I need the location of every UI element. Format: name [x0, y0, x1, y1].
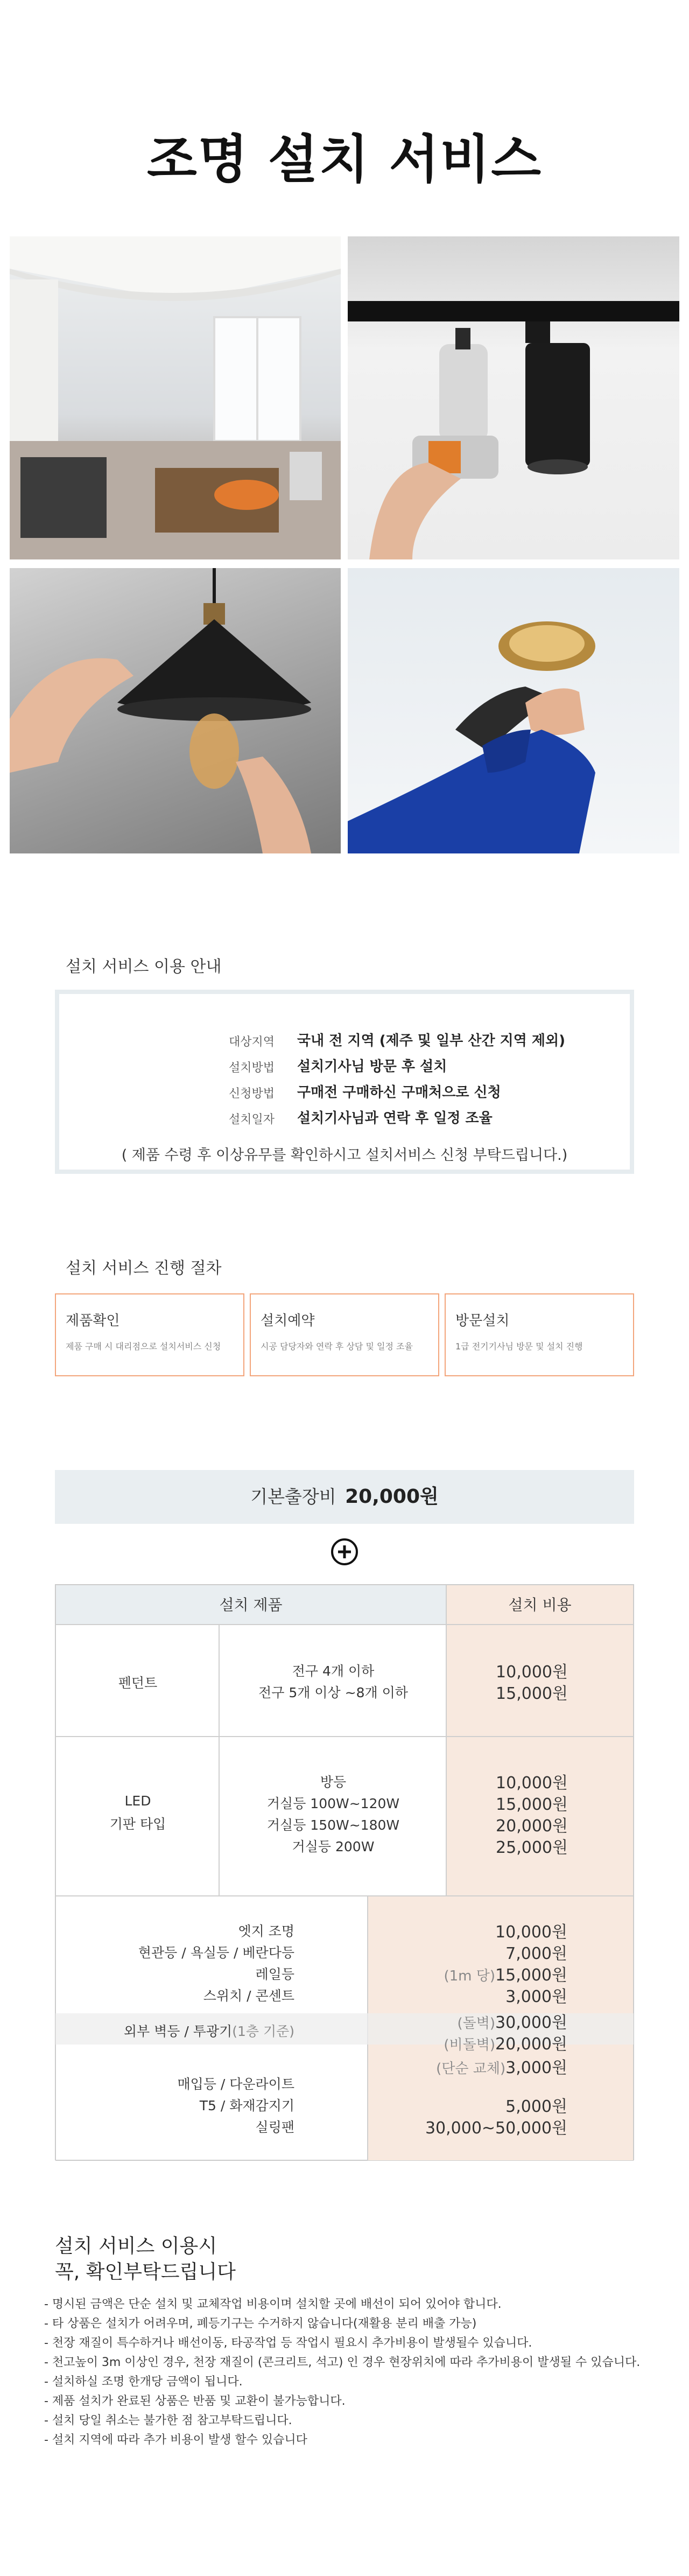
led-price: 20,000원 — [496, 1817, 568, 1836]
pendant-item: 전구 4개 이하 — [292, 1663, 375, 1679]
others-price — [368, 2054, 567, 2078]
pendant-price: 10,000원 — [496, 1663, 568, 1682]
others-item: 현관등 / 욕실등 / 베란다등 — [138, 1945, 294, 1961]
others-price: 3,000원 — [505, 1987, 567, 2006]
others-price-note: (1m 당) — [444, 1968, 496, 1984]
notice-item: - 명시된 금액은 단순 설치 및 교체작업 비용이며 설치할 곳에 배선이 되어 있어야 합니다. — [44, 2298, 502, 2311]
led-item: 방등 — [320, 1774, 347, 1790]
process-step-title: 설치예약 — [261, 1313, 315, 1329]
guide-row-value: 설치기사님과 연락 후 일정 조율 — [297, 1110, 493, 1126]
led-price: 15,000원 — [496, 1795, 568, 1814]
pendant-name: 펜던트 — [118, 1675, 158, 1691]
led-item: 거실등 200W — [292, 1839, 375, 1854]
others-price-value: 30,000원 — [495, 2013, 567, 2032]
led-item: 거실등 100W~120W — [266, 1796, 400, 1811]
notice-item: - 천고높이 3m 이상인 경우, 천장 재질이 (콘크리트, 석고) 인 경우 현장위치에 따라 추가비용이 발생될 수 있습니다. — [44, 2356, 641, 2369]
others-price: 30,000~50,000원 — [425, 2119, 567, 2138]
others-price: 7,000원 — [505, 1944, 567, 1963]
process-step-check — [55, 1293, 244, 1376]
led-price: 10,000원 — [496, 1774, 568, 1793]
pendant-items-cell — [219, 1625, 446, 1737]
table-head-product: 설치 제품 — [55, 1585, 446, 1625]
others-price — [368, 1962, 567, 1985]
process-step-desc: 제품 구매 시 대리점으로 설치서비스 신청 — [66, 1341, 221, 1352]
led-name-cell — [55, 1737, 219, 1896]
base-fee-banner — [55, 1470, 634, 1524]
others-price-value: 3,000원 — [505, 2059, 567, 2077]
others-item-label: 외부 벽등 / 투광기 — [123, 2024, 233, 2039]
page-title: 조명 설치 서비스 — [147, 129, 542, 190]
guide-row-value: 구매전 구매하신 구매처으로 신청 — [297, 1084, 501, 1101]
photo-drill-track-light — [348, 236, 679, 559]
guide-row — [151, 1081, 635, 1103]
led-items-cell — [219, 1737, 446, 1896]
process-step-title: 제품확인 — [66, 1313, 120, 1329]
others-price: 5,000원 — [505, 2097, 567, 2116]
process-step-desc: 시공 담당자와 연락 후 상담 및 일정 조율 — [261, 1341, 413, 1352]
others-price-note: (비돌벽) — [444, 2037, 496, 2053]
notice-item: - 설치 당일 취소는 불가한 점 참고부탁드립니다. — [44, 2414, 292, 2427]
notice-title-line: 꼭, 확인부탁드립니다 — [55, 2261, 236, 2283]
led-price: 25,000원 — [496, 1838, 568, 1857]
guide-box — [55, 990, 634, 1174]
guide-row — [151, 1055, 635, 1077]
pendant-price-cell — [446, 1625, 634, 1737]
guide-row — [151, 1030, 635, 1051]
led-name: LED — [124, 1793, 151, 1809]
process-step-reserve — [250, 1293, 439, 1376]
others-item — [55, 2021, 294, 2040]
photo-downlight-installation — [348, 568, 679, 853]
pendant-price: 15,000원 — [496, 1684, 568, 1703]
notice-item: - 설치 지역에 따라 추가 비용이 발생 할수 있습니다 — [44, 2433, 307, 2447]
notice-item: - 제품 설치가 완료된 상품은 반품 및 교환이 불가능합니다. — [44, 2395, 346, 2408]
guide-note: ( 제품 수령 후 이상유무를 확인하시고 설치서비스 신청 부탁드립니다.) — [121, 1147, 568, 1164]
guide-heading: 설치 서비스 이용 안내 — [66, 957, 222, 976]
base-fee-value: 20,000원 — [345, 1486, 439, 1508]
others-price-value: 20,000원 — [495, 2035, 567, 2054]
others-item-note: (1층 기준) — [232, 2024, 294, 2039]
others-item: 엣지 조명 — [238, 1923, 294, 1939]
others-price — [368, 2009, 567, 2033]
pendant-name-cell — [55, 1625, 219, 1737]
guide-row-key: 설치일자 — [228, 1113, 275, 1126]
guide-row-key: 설치방법 — [228, 1061, 275, 1075]
process-step-visit — [445, 1293, 634, 1376]
price-table — [55, 1584, 634, 2160]
others-item: 레일등 — [255, 1966, 294, 1982]
notice-item: - 설치하실 조명 한개당 금액이 됩니다. — [44, 2375, 243, 2389]
others-price-note: (돌벽) — [457, 2015, 496, 2032]
plus-icon — [331, 1538, 358, 1566]
guide-row-key: 신청방법 — [228, 1087, 275, 1101]
pendant-item: 전구 5개 이상 ~8개 이하 — [258, 1685, 408, 1700]
others-price-value: 15,000원 — [495, 1966, 567, 1985]
others-item: T5 / 화재감지기 — [199, 2098, 294, 2113]
guide-row-value: 국내 전 지역 (제주 및 일부 산간 지역 제외) — [297, 1033, 566, 1049]
process-step-title: 방문설치 — [455, 1313, 510, 1329]
others-item: 스위치 / 콘센트 — [203, 1988, 294, 2004]
others-price: 10,000원 — [495, 1923, 567, 1942]
photo-pendant-lamp — [10, 568, 341, 853]
photo-ceiling-installation — [10, 236, 341, 559]
guide-row-key: 대상지역 — [228, 1035, 275, 1049]
others-price-note: (단순 교체) — [436, 2061, 506, 2077]
table-head-price: 설치 비용 — [446, 1585, 634, 1625]
led-price-cell — [446, 1737, 634, 1896]
notice-title — [55, 2234, 236, 2285]
notice-title-line: 설치 서비스 이용시 — [55, 2235, 217, 2257]
guide-row-value: 설치기사님 방문 후 설치 — [297, 1059, 447, 1075]
others-item: 실링팬 — [255, 2119, 294, 2135]
led-item: 거실등 150W~180W — [266, 1817, 400, 1833]
process-heading: 설치 서비스 진행 절차 — [66, 1259, 222, 1278]
others-price — [368, 2031, 567, 2054]
process-step-desc: 1급 전기기사님 방문 및 설치 진행 — [455, 1341, 583, 1352]
base-fee-label: 기본출장비 — [250, 1486, 336, 1507]
others-item: 매입등 / 다운라이트 — [177, 2076, 294, 2092]
led-name-sub: 기판 타입 — [109, 1816, 166, 1832]
notice-item: - 타 상품은 설치가 어려우며, 폐등기구는 수거하지 않습니다(재활용 분리 배출 가능) — [44, 2317, 477, 2330]
notice-item: - 천장 재질이 특수하거나 배선이동, 타공작업 등 작업시 필요시 추가비용이 발생될수 있습니다. — [44, 2336, 532, 2350]
guide-row — [151, 1107, 635, 1129]
